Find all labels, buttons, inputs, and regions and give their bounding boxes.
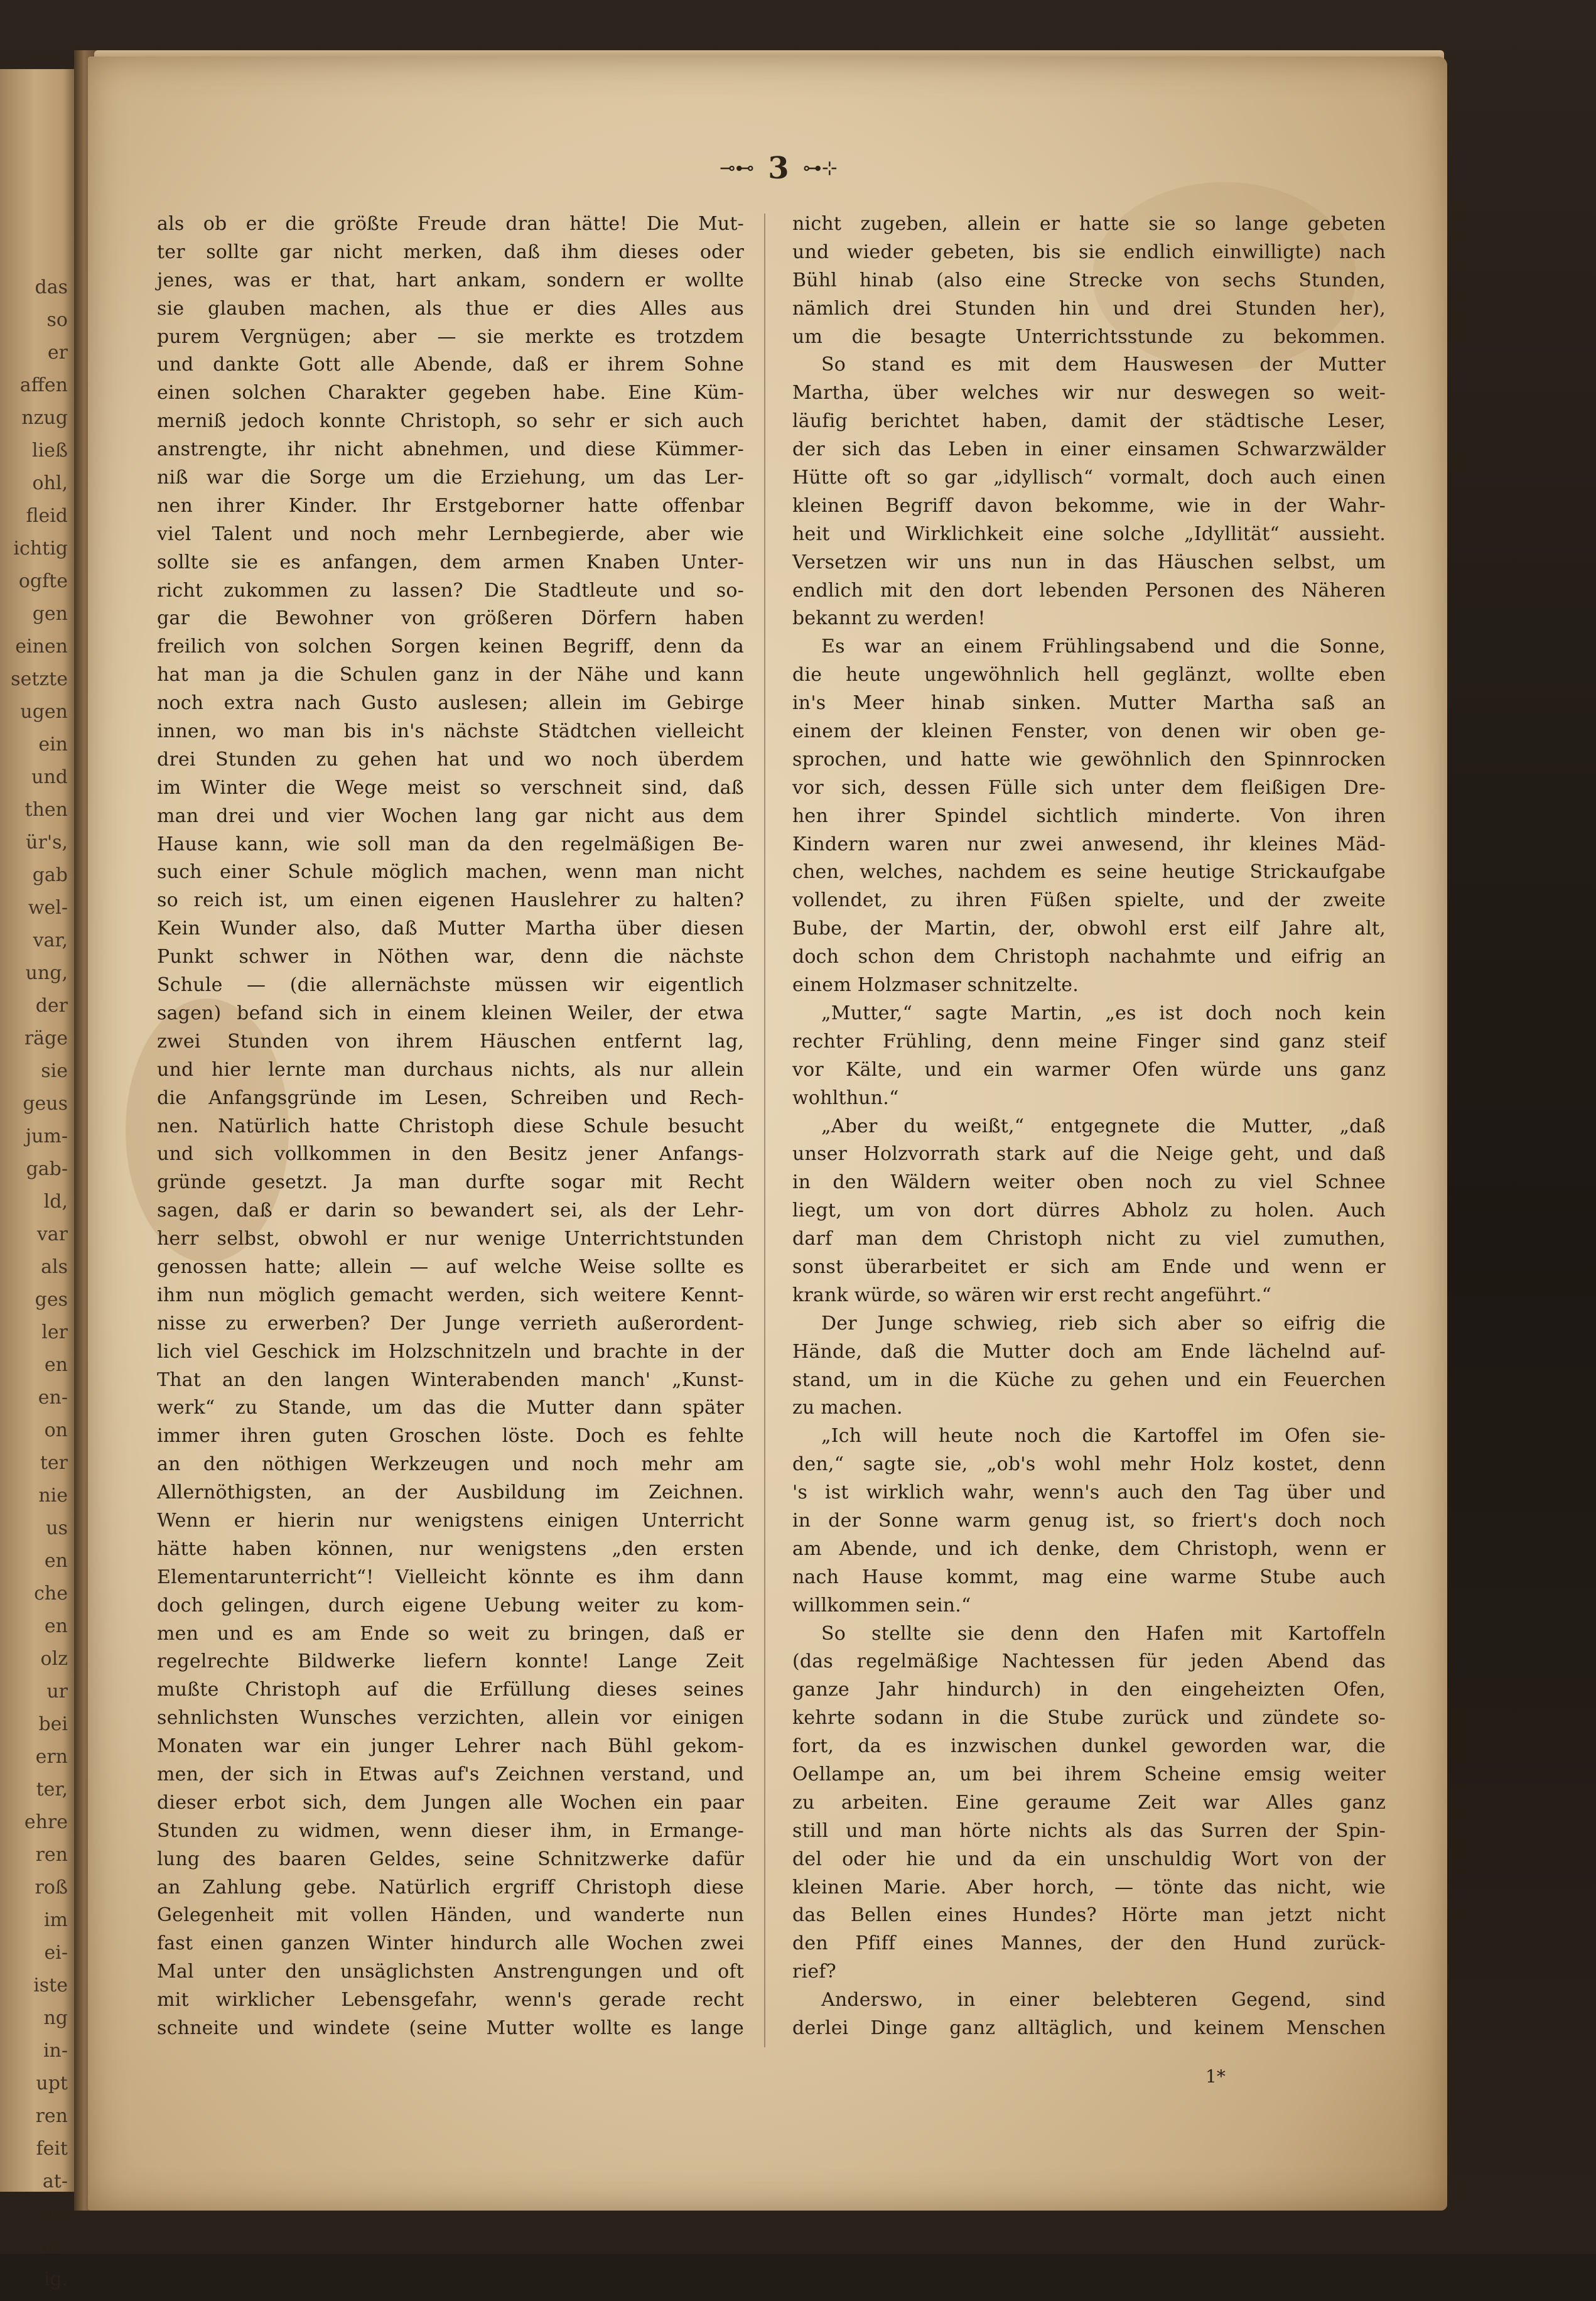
text-line: freilich von solchen Sorgen keinen Begriff, denn da — [157, 636, 744, 658]
text-line: Punkt schwer in Nöthen war, denn die nächste — [157, 946, 744, 968]
text-line: sollte sie es anfangen, dem armen Knaben Unter- — [157, 551, 744, 573]
text-line: kehrte sodann in die Stube zurück und zündete so- — [792, 1707, 1386, 1730]
text-line: doch schon dem Christoph nachahmte und eifrig an — [792, 946, 1386, 968]
text-line: That an den langen Winterabenden manch' „Kunst- — [157, 1368, 744, 1391]
margin-fragment: ig. — [43, 2268, 68, 2290]
text-line: 's ist wirklich wahr, wenn's auch den Tag über und — [792, 1481, 1386, 1504]
text-line: So stand es mit dem Hauswesen der Mutter — [821, 354, 1386, 376]
text-line: einem der kleinen Fenster, von denen wir oben ge- — [792, 720, 1386, 743]
text-line: dieser erbot sich, dem Jungen alle Wochen ein paar — [157, 1791, 744, 1814]
text-line: anstrengte, ihr nicht abnehmen, und diese Kümmer- — [157, 438, 744, 461]
margin-fragment: var, — [33, 929, 68, 951]
text-line: kleinen Marie. Aber horch, — tönte das nicht, wie — [792, 1876, 1386, 1898]
text-line: Bube, der Martin, der, obwohl erst eilf Jahre alt, — [792, 918, 1386, 940]
margin-fragment: en — [44, 1615, 68, 1637]
text-line: niß war die Sorge um die Erziehung, um das Ler- — [157, 467, 744, 489]
text-line: einen solchen Charakter gegeben habe. Eine Küm- — [157, 382, 744, 404]
margin-fragment: der — [35, 995, 68, 1017]
text-line: Martha, über welches wir nur deswegen so weit- — [792, 382, 1386, 404]
text-line: noch extra nach Gusto auslesen; allein im Gebirge — [157, 692, 744, 715]
text-line: willkommen sein.“ — [792, 1594, 971, 1616]
margin-fragment: ng — [43, 2007, 68, 2029]
margin-fragment: ler — [41, 1321, 68, 1343]
text-line: nach Hause kommt, mag eine warme Stube auch — [792, 1566, 1386, 1588]
margin-fragment: ichtig — [13, 538, 68, 560]
text-line: liegt, um von dort dürres Abholz zu holen. Auch — [792, 1199, 1386, 1222]
text-line: und sich vollkommen in den Besitz jener Anfangs- — [157, 1143, 744, 1166]
margin-fragment: en- — [38, 1387, 68, 1409]
text-line: den Pfiff eines Mannes, der den Hund zurück- — [792, 1932, 1386, 1955]
margin-fragment: che — [34, 1583, 68, 1605]
text-line: chen, welches, nachdem es seine heutige Strickaufgabe — [792, 861, 1386, 884]
text-line: fort, da es inzwischen dunkel geworden war, die — [792, 1735, 1386, 1758]
text-line: nisse zu erwerben? Der Junge verrieth außerordent- — [157, 1312, 744, 1335]
margin-fragment: iste — [33, 1974, 68, 1996]
text-line: Bühl hinab (also eine Strecke von sechs Stunden, — [792, 269, 1386, 291]
margin-fragment: räge — [24, 1027, 68, 1049]
text-line: men, der sich in Etwas auf's Zeichnen verstand, und — [157, 1763, 744, 1785]
margin-fragment: ließ — [32, 440, 68, 462]
text-line: Hause kann, wie soll man da den regelmäßigen Be- — [157, 833, 744, 855]
text-line: such einer Schule möglich machen, wenn man nicht — [157, 861, 744, 884]
text-line: und wieder gebeten, bis sie endlich einwilligte) nach — [792, 241, 1386, 263]
margin-fragment: ohl, — [32, 472, 68, 494]
header-ornament-right: ⊶⊹ — [802, 157, 838, 180]
text-line: das Bellen eines Hundes? Hörte man jetzt nicht — [792, 1904, 1386, 1927]
text-line: Hände, daß die Mutter doch am Ende lächelnd auf- — [792, 1340, 1386, 1363]
text-line: vor sich, dessen Fülle sich unter dem fleißigen Dre- — [792, 776, 1386, 799]
text-line: krank würde, so wären wir erst recht angeführt.“ — [792, 1284, 1272, 1306]
text-line: Kein Wunder also, daß Mutter Martha über diesen — [157, 918, 744, 940]
text-line: lung des baaren Geldes, seine Schnitzwerke dafür — [157, 1848, 744, 1870]
text-line: men und es am Ende so weit zu bringen, daß er — [157, 1622, 744, 1645]
margin-fragment: ter, — [36, 1779, 68, 1800]
margin-fragment: und — [31, 766, 68, 788]
margin-fragment: sie — [41, 1060, 68, 1082]
text-line: Gelegenheit mit vollen Händen, und wanderte nun — [157, 1904, 744, 1927]
text-line: (das regelmäßige Nachtessen für jeden Abend das — [792, 1650, 1386, 1673]
text-line: nen. Natürlich hatte Christoph diese Schule besucht — [157, 1115, 744, 1137]
margin-fragment: als — [41, 1256, 68, 1278]
margin-fragment: ern — [35, 1746, 68, 1768]
margin-fragment: nie — [38, 1485, 68, 1507]
text-line: rechter Frühling, denn meine Finger sind ganz steif — [792, 1030, 1386, 1053]
text-line: mußte Christoph auf die Erfüllung dieses seines — [157, 1679, 744, 1701]
margin-fragment: en — [44, 1354, 68, 1376]
margin-fragment: affen — [19, 374, 68, 396]
text-line: Schule — (die allernächste müssen wir eigentlich — [157, 974, 744, 997]
text-line: Der Junge schwieg, rieb sich aber so eifrig die — [821, 1312, 1386, 1335]
text-line: gar die Bewohner von größeren Dörfern haben — [157, 607, 744, 630]
margin-fragment: ren — [35, 2105, 68, 2127]
margin-fragment: ren — [35, 1844, 68, 1866]
text-line: schneite und windete (seine Mutter wollte es lange — [157, 2017, 744, 2039]
text-line: purem Vergnügen; aber — sie merkte es trotzdem — [157, 325, 744, 348]
margin-fragment: ür's, — [26, 831, 68, 853]
text-line: an Zahlung gebe. Natürlich ergriff Christoph diese — [157, 1876, 744, 1898]
text-line: Monaten war ein junger Lehrer nach Bühl gekom- — [157, 1735, 744, 1758]
header-ornament-left: ⊸⊷ — [720, 157, 755, 180]
text-line: merniß jedoch konnte Christoph, so sehr er sich auch — [157, 410, 744, 433]
text-line: in den Wäldern weiter oben noch zu viel Schnee — [792, 1171, 1386, 1194]
margin-fragment: geus — [23, 1093, 68, 1115]
text-line: sagen) befand sich in einem kleinen Weiler, der etwa — [157, 1002, 744, 1024]
text-line: kleinen Begriff davon bekomme, wie in der Wahr- — [792, 494, 1386, 517]
margin-fragment: roß — [35, 1876, 68, 1898]
margin-fragment: ein — [38, 2203, 68, 2225]
text-line: derlei Dinge ganz alltäglich, und keinem Menschen — [792, 2017, 1386, 2039]
text-line: immer ihren guten Groschen löste. Doch es fehlte — [157, 1425, 744, 1448]
margin-fragment: on — [44, 1419, 68, 1441]
left-page-edge — [0, 69, 82, 2290]
text-line: bekannt zu werden! — [792, 607, 986, 630]
text-line: zu machen. — [792, 1397, 903, 1419]
margin-fragment: gab- — [26, 1158, 68, 1180]
margin-fragment: bei — [38, 1713, 68, 1735]
text-line: am Abende, und ich denke, dem Christoph, wenn er — [792, 1537, 1386, 1560]
text-line: ganze Jahr hindurch) in den eingeheizten Ofen, — [792, 1679, 1386, 1701]
margin-fragment: ter — [40, 1452, 68, 1474]
text-line: und dankte Gott alle Abende, daß er ihrem Sohne — [157, 354, 744, 376]
text-line: regelrechte Bildwerke liefern konnte! Lange Zeit — [157, 1650, 744, 1673]
text-line: sprochen, und hatte wie gewöhnlich den Spinnrocken — [792, 748, 1386, 771]
margin-fragment: feit — [36, 2138, 68, 2160]
text-line: hätte haben können, nur wenigstens „den ersten — [157, 1537, 744, 1560]
text-line: Wenn er hierin nur wenigstens einigen Unterricht — [157, 1509, 744, 1532]
text-line: drei Stunden zu gehen hat und wo noch überdem — [157, 748, 744, 771]
margin-fragment: gab — [32, 864, 68, 886]
text-line: herr selbst, obwohl er nur wenige Unterrichtstunden — [157, 1228, 744, 1250]
margin-fragment: at- — [42, 2170, 68, 2192]
text-line: stand, um in die Küche zu gehen und ein Feuerchen — [792, 1368, 1386, 1391]
text-line: wohlthun.“ — [792, 1086, 899, 1109]
text-line: läufig berichtet haben, damit der städtische Leser, — [792, 410, 1386, 433]
margin-fragment: upt — [36, 2072, 68, 2094]
text-line: „Ich will heute noch die Kartoffel im Ofen sie- — [821, 1425, 1386, 1448]
margin-fragment: nzug — [21, 407, 68, 429]
margin-fragment: in- — [43, 2040, 68, 2062]
text-line: sonst überarbeitet er sich am Ende und wenn er — [792, 1255, 1386, 1278]
margin-fragment: so — [46, 309, 68, 331]
text-line: genossen hatte; allein — auf welche Weise sollte es — [157, 1255, 744, 1278]
page-header — [678, 151, 879, 186]
text-line: und hier lernte man durchaus nichts, als nur allein — [157, 1058, 744, 1081]
text-line: nicht zugeben, allein er hatte sie so lange gebeten — [792, 213, 1386, 235]
margin-fragment: en — [44, 1550, 68, 1572]
margin-fragment: er — [47, 342, 68, 364]
margin-fragment: ehre — [24, 1811, 68, 1833]
text-line: sehnlichsten Wunsches verzichten, allein vor einigen — [157, 1707, 744, 1730]
text-line: Kindern waren nur zwei anwesend, ihr kleines Mäd- — [792, 833, 1386, 855]
page-number: 3 — [768, 151, 789, 186]
margin-fragment: setzte — [11, 668, 68, 690]
margin-fragment: ogfte — [18, 570, 68, 592]
column-divider — [764, 214, 765, 2047]
text-line: gründe gesetzt. Ja man durfte sogar mit Recht — [157, 1171, 744, 1194]
margin-fragment: then — [24, 799, 68, 821]
text-line: in's Meer hinab sinken. Mutter Martha saß an — [792, 692, 1386, 715]
text-line: Versetzen wir uns nun in das Häuschen selbst, um — [792, 551, 1386, 573]
text-line: Mal unter den unsäglichsten Anstrengungen und oft — [157, 1961, 744, 1983]
text-line: die Anfangsgründe im Lesen, Schreiben und Rech- — [157, 1086, 744, 1109]
text-line: richt zukommen zu lassen? Die Stadtleute und so- — [157, 579, 744, 602]
text-line: ter sollte gar nicht merken, daß ihm dieses oder — [157, 241, 744, 263]
text-line: den,“ sagte sie, „ob's wohl mehr Holz kostet, denn — [792, 1453, 1386, 1476]
text-line: „Aber du weißt,“ entgegnete die Mutter, „daß — [821, 1115, 1386, 1137]
text-line: Oellampe an, um bei ihrem Scheine emsig weiter — [792, 1763, 1386, 1785]
margin-fragment: das — [35, 276, 68, 298]
text-line: vollendet, zu ihren Füßen spielte, und der zweite — [792, 889, 1386, 912]
text-line: jenes, was er that, hart ankam, sondern er wollte — [157, 269, 744, 291]
text-line: lich viel Geschick im Holzschnitzeln und brachte in der — [157, 1340, 744, 1363]
text-line: zwei Stunden von ihrem Häuschen entfernt lag, — [157, 1030, 744, 1053]
signature-mark: 1* — [1205, 2066, 1226, 2087]
margin-fragment: fleid — [26, 505, 68, 527]
text-line: still und man hörte nichts als das Surren der Spin- — [792, 1819, 1386, 1842]
text-line: Hütte oft so gar „idyllisch“ vormalt, doch auch einen — [792, 467, 1386, 489]
text-line: werk“ zu Stande, um das die Mutter dann später — [157, 1397, 744, 1419]
text-line: hen ihrer Spindel sichtlich minderte. Von ihren — [792, 804, 1386, 827]
margin-fragment: var — [36, 1223, 68, 1245]
margin-fragment: ei- — [44, 1942, 68, 1964]
margin-fragment: ur — [46, 1681, 68, 1703]
text-line: einem Holzmaser schnitzelte. — [792, 974, 1079, 997]
text-line: viel Talent und noch mehr Lernbegierde, aber wie — [157, 522, 744, 545]
text-line: Elementarunterricht“! Vielleicht könnte es ihm dann — [157, 1566, 744, 1588]
margin-fragment: ld, — [43, 1191, 68, 1213]
text-line: in der Sonne warm genug ist, so friert's doch noch — [792, 1509, 1386, 1532]
text-line: Allernöthigsten, an der Ausbildung im Zeichnen. — [157, 1481, 744, 1504]
text-line: innen, wo man bis in's nächste Städtchen vielleicht — [157, 720, 744, 743]
text-line: nämlich drei Stunden hin und drei Stunden her), — [792, 297, 1386, 320]
text-line: die heute ungewöhnlich hell geglänzt, wollte eben — [792, 664, 1386, 686]
text-line: Es war an einem Frühlingsabend und die Sonne, — [821, 636, 1386, 658]
margin-fragment: einen — [15, 636, 68, 658]
text-line: um die besagte Unterrichtsstunde zu bekommen. — [792, 325, 1386, 348]
text-line: So stellte sie denn den Hafen mit Kartoffeln — [821, 1622, 1386, 1645]
margin-fragment: ein — [38, 734, 68, 755]
text-column-right — [792, 210, 1386, 2043]
text-line: „Mutter,“ sagte Martin, „es ist doch noch kein — [821, 1002, 1386, 1024]
text-line: doch gelingen, durch eigene Uebung weiter zu kom- — [157, 1594, 744, 1616]
text-line: der sich das Leben in einer einsamen Schwarzwälder — [792, 438, 1386, 461]
text-line: rief? — [792, 1961, 836, 1983]
text-line: an den nöthigen Werkzeugen und noch mehr am — [157, 1453, 744, 1476]
margin-fragment: gen — [32, 603, 68, 625]
text-line: unser Holzvorrath stark auf die Neige geht, und daß — [792, 1143, 1386, 1166]
margin-fragment: ung, — [25, 962, 68, 984]
text-line: sagen, daß er darin so bewandert sei, als der Lehr- — [157, 1199, 744, 1222]
margin-fragment: im — [43, 1909, 68, 1931]
text-line: so reich ist, um einen eigenen Hauslehrer zu halten? — [157, 889, 744, 912]
margin-fragment: jum- — [25, 1125, 68, 1147]
margin-fragment: ges — [35, 1289, 68, 1311]
margin-fragment: wel- — [28, 897, 68, 919]
text-line: ihm nun möglich gemacht werden, sich weitere Kennt- — [157, 1284, 744, 1306]
text-line: darf man dem Christoph nicht zu viel zumuthen, — [792, 1228, 1386, 1250]
text-line: hat man ja die Schulen ganz in der Nähe und kann — [157, 664, 744, 686]
text-line: mit wirklicher Lebensgefahr, wenn's gerade recht — [157, 1989, 744, 2011]
text-line: sie glauben machen, als thue er dies Alles aus — [157, 297, 744, 320]
text-line: fast einen ganzen Winter hindurch alle Wochen zwei — [157, 1932, 744, 1955]
text-line: heit und Wirklichkeit eine solche „Idyllität“ aussieht. — [792, 522, 1386, 545]
text-line: zu arbeiten. Eine geraume Zeit war Alles ganz — [792, 1791, 1386, 1814]
text-line: Anderswo, in einer belebteren Gegend, sind — [821, 1989, 1386, 2011]
text-line: Stunden zu widmen, wenn dieser ihm, in Ermange- — [157, 1819, 744, 1842]
text-line: als ob er die größte Freude dran hätte! Die Mut- — [157, 213, 744, 235]
text-line: endlich mit den dort lebenden Personen des Näheren — [792, 579, 1386, 602]
text-line: nen ihrer Kinder. Ihr Erstgeborner hatte offenbar — [157, 494, 744, 517]
text-line: del oder hie und da ein unschuldig Wort von der — [792, 1848, 1386, 1870]
text-column-left — [157, 210, 744, 2043]
margin-fragment: us — [46, 1517, 68, 1539]
margin-fragment: ugen — [20, 701, 68, 723]
text-line: man drei und vier Wochen lang gar nicht aus dem — [157, 804, 744, 827]
text-line: im Winter die Wege meist so verschneit sind, daß — [157, 776, 744, 799]
margin-fragment: olz — [40, 1648, 68, 1670]
margin-fragment: ue- — [38, 2236, 68, 2258]
text-line: vor Kälte, und ein warmer Ofen würde uns ganz — [792, 1058, 1386, 1081]
left-page-margin-text — [3, 276, 72, 2301]
